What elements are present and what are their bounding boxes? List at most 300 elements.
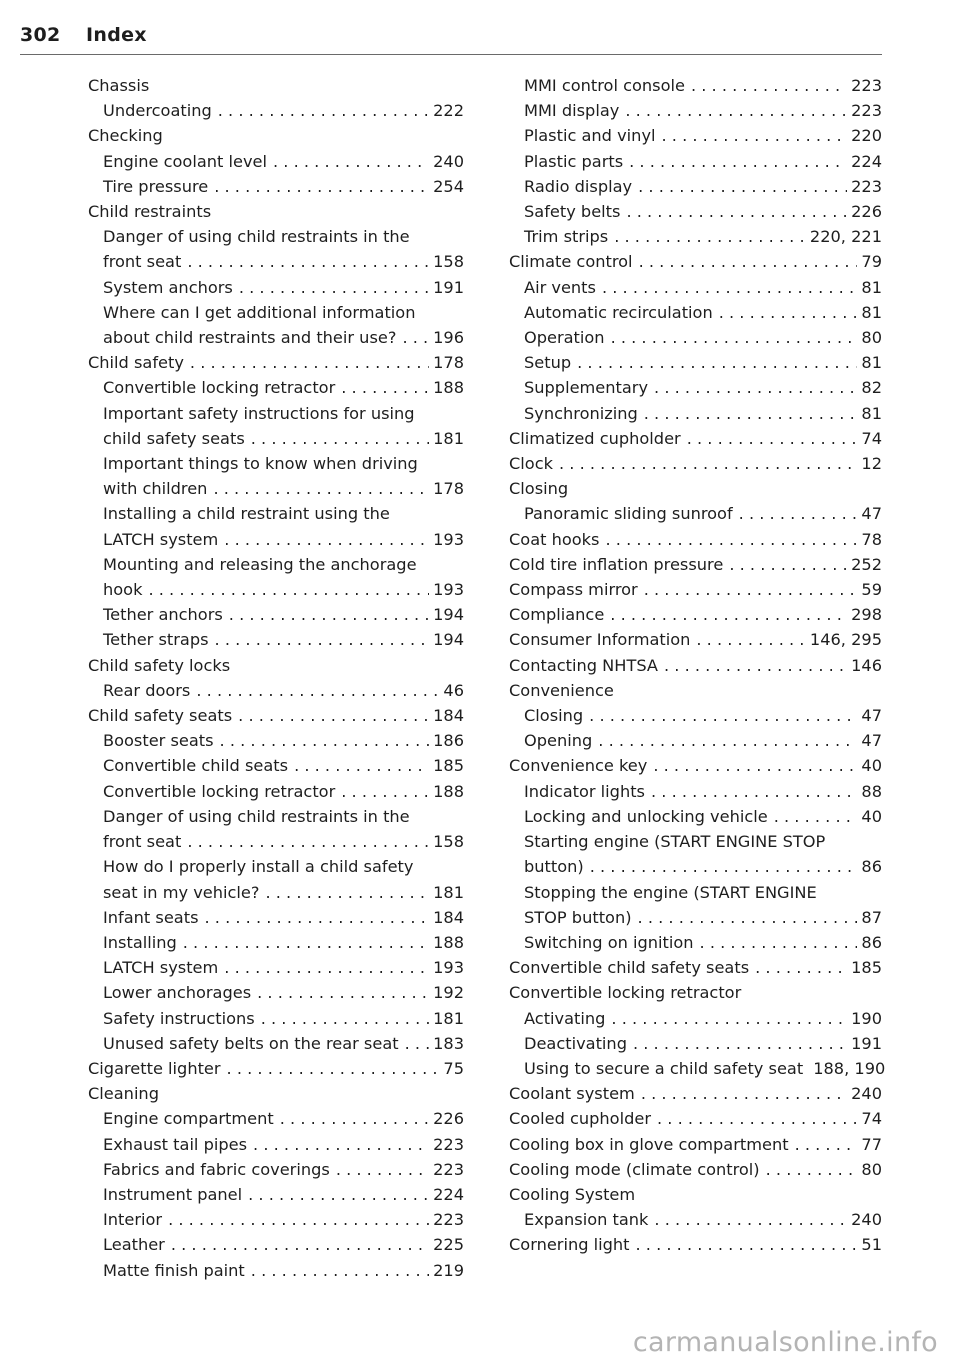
page-reference: 80 <box>861 1159 882 1179</box>
page-reference: 194 <box>433 630 464 650</box>
index-entry <box>509 1157 882 1182</box>
index-subentry <box>88 249 464 274</box>
entry-label: Setup <box>524 353 572 373</box>
page-reference: 220 <box>851 126 882 146</box>
dot-leader <box>255 1006 429 1031</box>
page-number: 302 <box>20 24 61 46</box>
index-subentry <box>509 930 882 955</box>
entry-label: Tire pressure <box>103 176 209 196</box>
entry-label: Opening <box>524 731 593 751</box>
dot-leader <box>658 653 847 678</box>
page-reference: 82 <box>861 378 882 398</box>
index-subentry <box>88 930 464 955</box>
page-reference: 188 <box>433 932 464 952</box>
dot-leader <box>600 527 858 552</box>
index-subentry <box>509 1207 882 1232</box>
page-reference: 196 <box>433 328 464 348</box>
entry-label: Child restraints <box>88 202 212 222</box>
dot-leader <box>571 350 857 375</box>
page-reference: 240 <box>433 151 464 171</box>
index-entry <box>509 1232 882 1257</box>
dot-leader <box>713 300 858 325</box>
entry-label: Consumer Information <box>509 630 691 650</box>
page-reference: 220, 221 <box>809 227 882 247</box>
entry-label: Locking and unlocking vehicle <box>524 806 768 826</box>
index-entry <box>509 1132 882 1157</box>
index-subentry <box>88 325 464 350</box>
entry-label: How do I properly install a child safety <box>103 857 414 877</box>
page-reference: 146, 295 <box>809 630 882 650</box>
page-header <box>20 22 882 55</box>
page-reference: 79 <box>861 252 882 272</box>
entry-label: Cleaning <box>88 1084 159 1104</box>
entry-label: Climatized cupholder <box>509 428 681 448</box>
page-reference: 184 <box>433 706 464 726</box>
page-reference: 193 <box>433 529 464 549</box>
dot-leader <box>648 375 857 400</box>
index-entry <box>88 653 464 678</box>
dot-leader <box>608 224 806 249</box>
entry-label: Operation <box>524 328 605 348</box>
page-reference: 81 <box>861 302 882 322</box>
page-reference: 47 <box>861 706 882 726</box>
dot-leader <box>251 980 429 1005</box>
page-reference: 181 <box>433 428 464 448</box>
page-reference: 226 <box>433 1109 464 1129</box>
dot-leader <box>247 1132 429 1157</box>
page-reference: 252 <box>851 554 882 574</box>
dot-leader <box>199 905 430 930</box>
index-entry <box>509 1081 882 1106</box>
entry-label: Instrument panel <box>103 1184 243 1204</box>
page-reference: 186 <box>433 731 464 751</box>
entry-label: Tether straps <box>103 630 209 650</box>
index-subentry <box>509 224 882 249</box>
index-subentry <box>88 1182 464 1207</box>
entry-label: Fabrics and fabric coverings <box>103 1159 330 1179</box>
page-reference: 192 <box>433 983 464 1003</box>
dot-leader <box>619 98 847 123</box>
index-entry <box>509 980 882 1005</box>
index-entry <box>509 653 882 678</box>
dot-leader <box>214 728 430 753</box>
entry-label: Booster seats <box>103 731 214 751</box>
dot-leader <box>232 703 429 728</box>
index-subentry <box>88 375 464 400</box>
dot-leader <box>694 930 858 955</box>
page-reference: 146 <box>851 655 882 675</box>
page-reference: 222 <box>433 101 464 121</box>
entry-label: Indicator lights <box>524 781 645 801</box>
entry-label: Lower anchorages <box>103 983 252 1003</box>
index-entry <box>509 527 882 552</box>
page-reference: 185 <box>851 958 882 978</box>
entry-label: Air vents <box>524 277 596 297</box>
entry-label: Cooling box in glove compartment <box>509 1134 789 1154</box>
entry-label: seat in my vehicle? <box>103 882 260 902</box>
index-column-right <box>509 73 886 1258</box>
page-reference: 193 <box>433 958 464 978</box>
index-subentry <box>88 627 464 652</box>
dot-leader <box>583 703 857 728</box>
entry-label: Undercoating <box>103 101 212 121</box>
dot-leader <box>259 880 429 905</box>
page-reference: 224 <box>433 1184 464 1204</box>
index-subentry <box>88 552 464 577</box>
entry-label: Leather <box>103 1235 165 1255</box>
entry-label: Exhaust tail pipes <box>103 1134 248 1154</box>
entry-label: Tether anchors <box>103 605 223 625</box>
page-reference: 158 <box>433 832 464 852</box>
entry-label: Automatic recirculation <box>524 302 713 322</box>
index-subentry <box>509 98 882 123</box>
page-reference: 190 <box>851 1008 882 1028</box>
index-subentry <box>509 728 882 753</box>
dot-leader <box>181 829 429 854</box>
index-entry <box>509 753 882 778</box>
page-reference: 181 <box>433 882 464 902</box>
entry-label: Engine coolant level <box>103 151 267 171</box>
entry-label: Safety instructions <box>103 1008 255 1028</box>
index-entry <box>509 602 882 627</box>
entry-label: Plastic parts <box>524 151 624 171</box>
entry-label: STOP button) <box>524 907 632 927</box>
page-reference: 298 <box>851 605 882 625</box>
dot-leader <box>208 174 429 199</box>
dot-leader <box>651 1106 857 1131</box>
entry-label: Trim strips <box>524 227 609 247</box>
page-reference: 194 <box>433 605 464 625</box>
entry-label: LATCH system <box>103 529 219 549</box>
page-reference: 59 <box>861 580 882 600</box>
entry-label: Cooling mode (climate control) <box>509 1159 760 1179</box>
index-subentry <box>509 1031 882 1056</box>
entry-label: Interior <box>103 1210 163 1230</box>
entry-label: Coat hooks <box>509 529 600 549</box>
page-reference: 193 <box>433 580 464 600</box>
index-entry <box>509 249 882 274</box>
index-entry <box>509 451 882 476</box>
page-reference: 181 <box>433 1008 464 1028</box>
entry-label: front seat <box>103 252 182 272</box>
index-subentry <box>509 703 882 728</box>
page-reference: 74 <box>861 1109 882 1129</box>
page-reference: 86 <box>861 857 882 877</box>
page-reference: 81 <box>861 353 882 373</box>
dot-leader <box>620 199 847 224</box>
index-subentry <box>88 854 464 879</box>
page-reference: 223 <box>433 1159 464 1179</box>
entry-label: Closing <box>509 479 569 499</box>
index-subentry <box>509 880 882 905</box>
dot-leader <box>209 627 430 652</box>
page-reference: 183 <box>433 1033 464 1053</box>
index-subentry <box>509 350 882 375</box>
entry-label: Convertible locking retractor <box>103 781 336 801</box>
index-entry <box>88 199 464 224</box>
index-subentry <box>509 123 882 148</box>
page-reference: 191 <box>851 1033 882 1053</box>
page-reference: 81 <box>861 403 882 423</box>
index-subentry <box>88 829 464 854</box>
page-reference: 223 <box>851 176 882 196</box>
page-reference: 223 <box>851 101 882 121</box>
dot-leader <box>768 804 858 829</box>
entry-label: child safety seats <box>103 428 245 448</box>
index-subentry <box>509 73 882 98</box>
entry-label: Stopping the engine (START ENGINE <box>524 882 817 902</box>
dot-leader <box>212 98 429 123</box>
entry-label: Clock <box>509 454 553 474</box>
page-reference: 185 <box>433 756 464 776</box>
entry-label: Cooling System <box>509 1184 636 1204</box>
page-reference: 40 <box>861 806 882 826</box>
dot-leader <box>233 275 429 300</box>
entry-label: Cornering light <box>509 1235 630 1255</box>
dot-leader <box>399 1031 430 1056</box>
page-reference: 88 <box>861 781 882 801</box>
dot-leader <box>604 602 847 627</box>
entry-label: with children <box>103 479 208 499</box>
entry-label: System anchors <box>103 277 233 297</box>
entry-label: Compass mirror <box>509 580 638 600</box>
index-subentry <box>509 804 882 829</box>
page-reference: 191 <box>433 277 464 297</box>
index-entry <box>509 1106 882 1131</box>
entry-label: Cooled cupholder <box>509 1109 651 1129</box>
index-subentry <box>88 527 464 552</box>
watermark: carmanualsonline.info <box>632 1327 938 1358</box>
index-entry <box>509 955 882 980</box>
dot-leader <box>165 1232 429 1257</box>
entry-label: Infant seats <box>103 907 199 927</box>
entry-label: Cold tire inflation pressure <box>509 554 724 574</box>
entry-label: Installing <box>103 932 177 952</box>
entry-label: Deactivating <box>524 1033 627 1053</box>
index-subentry <box>88 401 464 426</box>
page-reference: 75 <box>443 1058 464 1078</box>
dot-leader <box>592 728 857 753</box>
dot-leader <box>723 552 847 577</box>
page-reference: 226 <box>851 202 882 222</box>
index-subentry <box>88 577 464 602</box>
index-subentry <box>88 149 464 174</box>
entry-label: MMI control console <box>524 76 685 95</box>
dot-leader <box>162 1207 429 1232</box>
entry-label: Synchronizing <box>524 403 638 423</box>
entry-label: Rear doors <box>103 680 191 700</box>
dot-leader <box>596 275 857 300</box>
page-reference: 188, 190 <box>813 1058 886 1078</box>
page-reference: 47 <box>861 731 882 751</box>
index-subentry <box>509 199 882 224</box>
page-reference: 77 <box>861 1134 882 1154</box>
page-reference: 51 <box>861 1235 882 1255</box>
index-subentry <box>88 1232 464 1257</box>
index-entry <box>88 73 464 98</box>
page-reference: 223 <box>851 76 882 95</box>
index-subentry <box>509 829 882 854</box>
index-entry <box>509 1182 882 1207</box>
dot-leader <box>605 1006 847 1031</box>
dot-leader <box>647 753 857 778</box>
index-subentry <box>88 905 464 930</box>
index-subentry <box>509 401 882 426</box>
page-reference: 86 <box>861 932 882 952</box>
dot-leader <box>242 1182 429 1207</box>
dot-leader <box>288 753 429 778</box>
dot-leader <box>638 577 858 602</box>
entry-label: Where can I get additional information <box>103 302 416 322</box>
dot-leader <box>690 627 806 652</box>
index-entry <box>88 123 464 148</box>
index-subentry <box>509 905 882 930</box>
entry-label: Coolant system <box>509 1084 635 1104</box>
index-subentry <box>509 501 882 526</box>
section-title: Index <box>86 24 147 46</box>
dot-leader <box>789 1132 858 1157</box>
entry-label: Danger of using child restraints in the <box>103 806 410 826</box>
index-subentry <box>88 98 464 123</box>
index-subentry <box>88 275 464 300</box>
entry-label: Convenience key <box>509 756 648 776</box>
dot-leader <box>190 678 439 703</box>
dot-leader <box>638 401 858 426</box>
index-subentry <box>509 174 882 199</box>
dot-leader <box>184 350 429 375</box>
index-subentry <box>88 426 464 451</box>
entry-label: MMI display <box>524 101 620 121</box>
dot-leader <box>635 1081 847 1106</box>
dot-leader <box>218 955 429 980</box>
page-reference: 158 <box>433 252 464 272</box>
page-reference: 178 <box>433 353 464 373</box>
dot-leader <box>274 1106 429 1131</box>
entry-label: Checking <box>88 126 163 146</box>
index-subentry <box>88 804 464 829</box>
entry-label: Cigarette lighter <box>88 1058 221 1078</box>
dot-leader <box>633 249 858 274</box>
entry-label: Panoramic sliding sunroof <box>524 504 733 524</box>
dot-leader <box>648 1207 847 1232</box>
index-subentry <box>88 753 464 778</box>
entry-label: Danger of using child restraints in the <box>103 227 410 247</box>
dot-leader <box>245 1258 429 1283</box>
index-subentry <box>509 1006 882 1031</box>
dot-leader <box>330 1157 429 1182</box>
index-column-left <box>88 73 464 1283</box>
dot-leader <box>645 779 857 804</box>
dot-leader <box>335 779 429 804</box>
entry-label: hook <box>103 580 143 600</box>
index-subentry <box>88 955 464 980</box>
entry-label: Engine compartment <box>103 1109 274 1129</box>
dot-leader <box>733 501 858 526</box>
entry-label: Compliance <box>509 605 605 625</box>
dot-leader <box>656 123 848 148</box>
index-entry <box>509 476 882 501</box>
dot-leader <box>223 602 429 627</box>
dot-leader <box>632 905 858 930</box>
entry-label: LATCH system <box>103 958 219 978</box>
entry-label: Convertible child safety seats <box>509 958 750 978</box>
dot-leader <box>685 73 847 98</box>
entry-label: button) <box>524 857 584 877</box>
page-reference: 184 <box>433 907 464 927</box>
entry-label: Important safety instructions for using <box>103 403 415 423</box>
page-reference: 74 <box>861 428 882 448</box>
index-subentry <box>88 602 464 627</box>
entry-label: Convertible child seats <box>103 756 289 776</box>
index-subentry <box>509 375 882 400</box>
index-subentry <box>88 880 464 905</box>
dot-leader <box>553 451 857 476</box>
entry-label: Closing <box>524 706 584 726</box>
dot-leader <box>760 1157 858 1182</box>
index-subentry <box>509 300 882 325</box>
index-subentry <box>88 728 464 753</box>
dot-leader <box>177 930 429 955</box>
index-subentry <box>88 1132 464 1157</box>
dot-leader <box>630 1232 858 1257</box>
dot-leader <box>632 174 847 199</box>
entry-label: Expansion tank <box>524 1210 649 1230</box>
index-subentry <box>88 476 464 501</box>
index-subentry <box>509 325 882 350</box>
page-reference: 224 <box>851 151 882 171</box>
index-entry <box>88 1056 464 1081</box>
page-reference: 240 <box>851 1084 882 1104</box>
entry-label: Child safety seats <box>88 706 233 726</box>
dot-leader <box>181 249 429 274</box>
index-subentry <box>88 1006 464 1031</box>
page-reference: 219 <box>433 1260 464 1280</box>
entry-label: Activating <box>524 1008 606 1028</box>
index-entry <box>509 426 882 451</box>
entry-label: Child safety locks <box>88 655 231 675</box>
dot-leader <box>396 325 429 350</box>
index-subentry <box>88 224 464 249</box>
dot-leader <box>681 426 858 451</box>
page-reference: 12 <box>861 454 882 474</box>
dot-leader <box>245 426 429 451</box>
entry-label: Mounting and releasing the anchorage <box>103 554 417 574</box>
entry-label: Using to secure a child safety seat <box>524 1058 804 1078</box>
entry-label: Radio display <box>524 176 633 196</box>
entry-label: Matte finish paint <box>103 1260 245 1280</box>
dot-leader <box>207 476 429 501</box>
index-subentry <box>509 275 882 300</box>
page-reference: 240 <box>851 1210 882 1230</box>
index-entry <box>509 577 882 602</box>
index-entry <box>509 627 882 652</box>
page-reference: 80 <box>861 328 882 348</box>
dot-leader <box>627 1031 847 1056</box>
dot-leader <box>142 577 429 602</box>
dot-leader <box>623 149 847 174</box>
page-reference: 188 <box>433 781 464 801</box>
index-subentry <box>88 1258 464 1283</box>
entry-label: Starting engine (START ENGINE STOP <box>524 832 826 852</box>
dot-leader <box>584 854 858 879</box>
entry-label: front seat <box>103 832 182 852</box>
page-reference: 223 <box>433 1134 464 1154</box>
entry-label: Supplementary <box>524 378 649 398</box>
dot-leader <box>749 955 847 980</box>
page-reference: 87 <box>861 907 882 927</box>
index-entry <box>509 678 882 703</box>
index-subentry <box>88 779 464 804</box>
